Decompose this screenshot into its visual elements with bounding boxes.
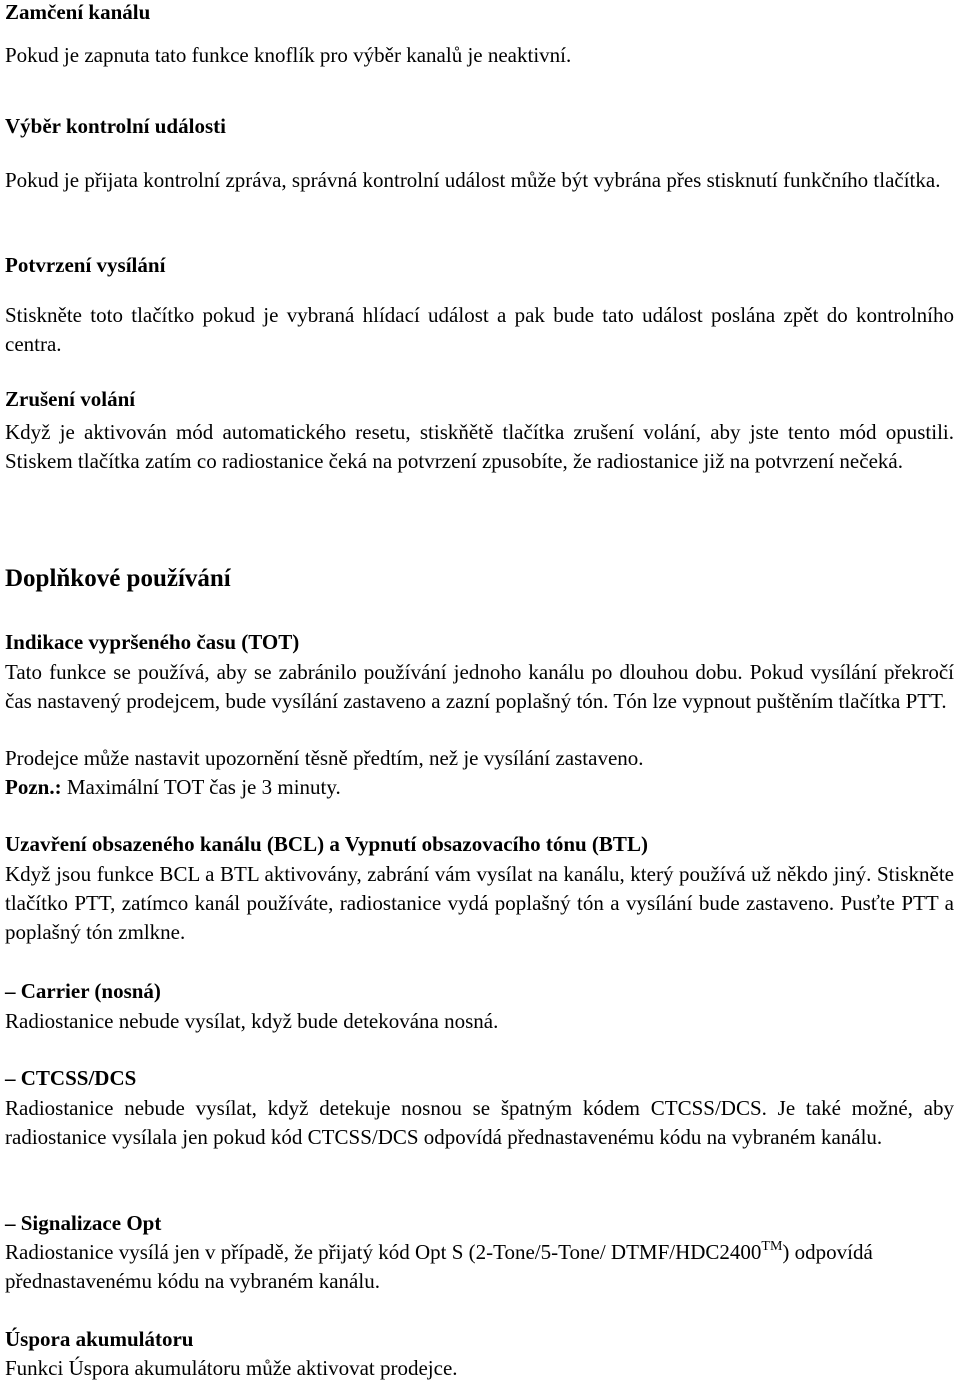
section-title-ctcss-dcs: – CTCSS/DCS [5,1066,137,1090]
tot-note-label: Pozn.: [5,775,62,799]
opt-body-start: Radiostanice vysílá jen v případě, že přijatý kód Opt S (2-Tone/5-Tone/ DTMF/HDC2400 [5,1240,762,1264]
section-title-tot: Indikace vypršeného času (TOT) [5,630,300,654]
section-title-opt-signalling: – Signalizace Opt [5,1211,162,1235]
section-body-tot: Tato funkce se používá, aby se zabránilo používání jednoho kanálu po dlouhou dobu. Pokud vysílání překročí čas nastavený prodejcem, bude vysílání zastaveno a zazní poplašný tón. Tón lze vypnout puštěním tlačítka PTT. [5,660,954,713]
tot-note [5,773,954,802]
section-title-bcl-btl: Uzavření obsazeného kanálu (BCL) a Vypnutí obsazovacího tónu (BTL) [5,832,648,856]
section-body-control-event: Pokud je přijata kontrolní zpráva, správná kontrolní událost může být vybrána přes stisknutí funkčního tlačítka. [5,168,941,192]
section-body-tot-seller: Prodejce může nastavit upozornění těsně předtím, než je vysílání zastaveno. [5,746,644,770]
section-body-carrier: Radiostanice nebude vysílat, když bude detekována nosná. [5,1009,499,1033]
section-title-carrier: – Carrier (nosná) [5,979,161,1003]
section-title-additional-use: Doplňkové používání [5,565,231,592]
section-title-control-event: Výběr kontrolní události [5,114,226,138]
section-title-channel-lock: Zamčení kanálu [5,0,151,24]
section-title-call-cancel: Zrušení volání [5,387,136,411]
section-title-battery-saver: Úspora akumulátoru [5,1327,194,1351]
section-body-battery-saver: Funkci Úspora akumulátoru může aktivovat prodejce. [5,1356,458,1380]
section-body-ctcss-dcs: Radiostanice nebude vysílat, když detekuje nosnou se špatným kódem CTCSS/DCS. Je také možné, aby radiostanice vysílala jen pokud kód CTCSS/DCS odpovídá přednastavenému kódu na vybraném kanálu. [5,1096,954,1149]
trademark-mark: TM [761,1239,783,1254]
section-body-channel-lock: Pokud je zapnuta tato funkce knoflík pro výběr kanalů je neaktivní. [5,43,572,67]
section-body-call-cancel: Když je aktivován mód automatického resetu, stiskňětě tlačítka zrušení volání, aby jste tento mód opustili. Stiskem tlačítka zatím co radiostanice čeká na potvrzení zpusobíte, že radiostanice již na potvrzení nečeká. [5,420,954,473]
section-body-opt-signalling [5,1238,954,1296]
section-body-bcl-btl: Když jsou funkce BCL a BTL aktivovány, zabrání vám vysílat na kanálu, který používá už někdo jiný. Stiskněte tlačítko PTT, zatímco kanál používáte, radiostanice vydá poplašný tón a vysílání bude zastaveno. Pusťte PTT a poplašný tón zmlkne. [5,862,954,944]
tot-note-text: Maximální TOT čas je 3 minuty. [61,775,341,799]
opt-body-end: ) odpovídá přednastavenému kódu na vybraném kanálu. [5,1240,873,1293]
section-title-tx-confirm: Potvrzení vysílání [5,253,166,277]
section-body-tx-confirm: Stiskněte toto tlačítko pokud je vybraná hlídací událost a pak bude tato událost poslána zpět do kontrolního centra. [5,303,954,356]
